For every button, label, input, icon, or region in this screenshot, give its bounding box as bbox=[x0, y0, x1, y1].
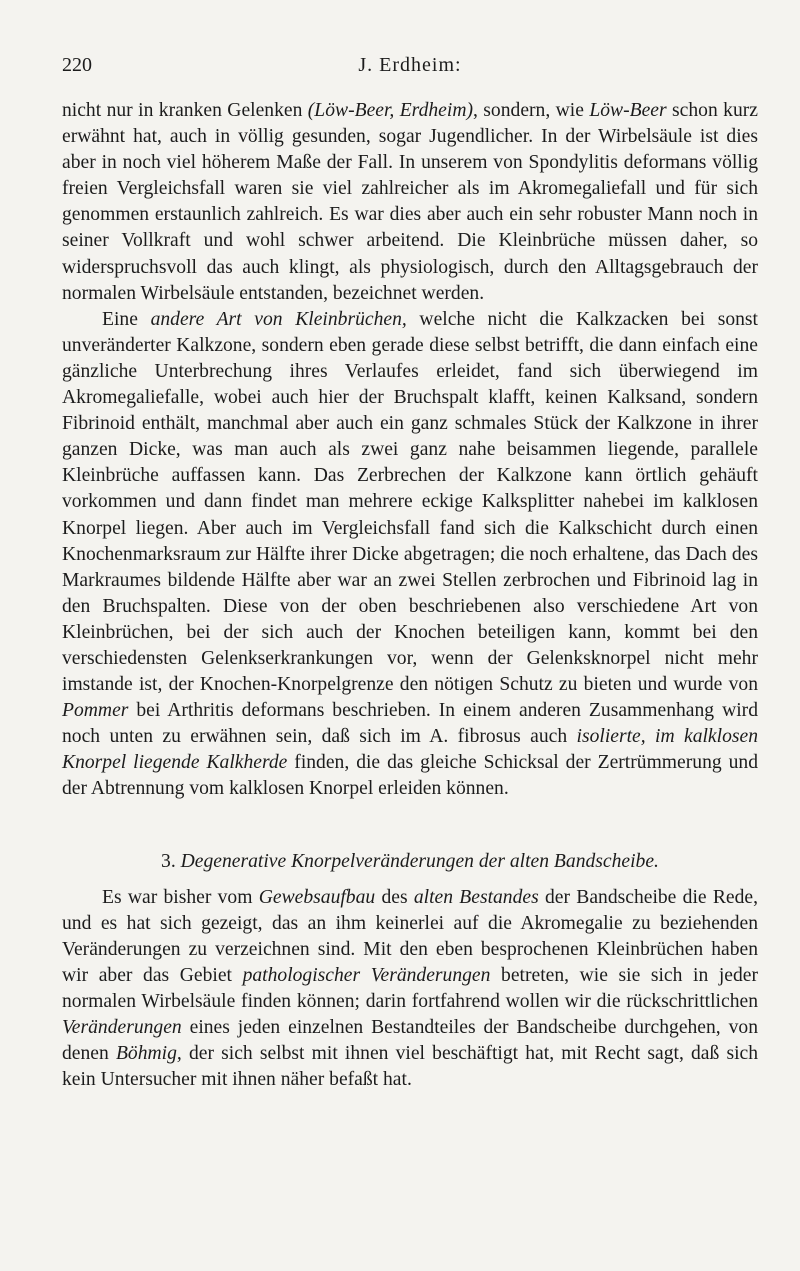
book-page bbox=[62, 0, 758, 1271]
italic-run: Löw-Beer bbox=[589, 100, 667, 121]
text-run: eines jeden einzelnen Bestandteiles der Bandscheibe durchgehen, von denen bbox=[62, 1017, 758, 1065]
page-header bbox=[62, 54, 758, 84]
page-number: 220 bbox=[62, 54, 92, 76]
text-run: Eine bbox=[102, 308, 151, 330]
body-text bbox=[62, 98, 758, 1093]
paragraph-2 bbox=[62, 307, 758, 803]
section-heading bbox=[62, 849, 758, 875]
italic-run: Pommer bbox=[62, 700, 129, 722]
section-number: 3. bbox=[161, 850, 176, 872]
paragraph-1 bbox=[62, 98, 758, 307]
text-run: bei Arthritis deformans beschrieben. In einem anderen Zusammenhang wird noch unten zu erwähnen sein, daß sich im A. fibrosus auch bbox=[62, 700, 758, 748]
text-run: nicht nur in kranken Gelenken bbox=[62, 100, 308, 121]
paragraph-3 bbox=[62, 885, 758, 1094]
italic-run: isolierte, im kalklosen Knorpel liegende Kalkherde bbox=[62, 726, 758, 774]
text-run: des bbox=[375, 886, 414, 908]
italic-run: Veränderungen bbox=[62, 1017, 182, 1038]
text-run: schon kurz erwähnt hat, auch in völlig gesunden, sogar Jugendlicher. In der Wirbelsäule ist dies aber in noch viel höherem Maße der Fall. In unserem von Spondylitis deformans völlig freien Vergleichsfall waren sie viel zahlreicher als im Akromegaliefall und für sich genommen erstaunlich zahlreich. Es war dies aber auch ein sehr robuster Mann noch in seiner Vollkraft und wohl schwer arbeitend. Die Kleinbrüche müssen daher, so widerspruchsvoll das auch klingt, als physiologisch, durch den Alltagsgebrauch der normalen Wirbelsäule entstanden, bezeichnet werden. bbox=[62, 100, 758, 304]
text-run: finden, die das gleiche Schicksal der Zertrümmerung und der Abtrennung vom kalklosen Knorpel erleiden können. bbox=[62, 752, 758, 800]
italic-run: (Löw-Beer, Erdheim) bbox=[307, 100, 473, 121]
italic-run: Gewebsaufbau bbox=[258, 886, 376, 908]
italic-run: pathologischer Veränderungen bbox=[242, 964, 491, 986]
text-run: , sondern, wie bbox=[473, 100, 590, 121]
text-run: der Bandscheibe die Rede, und es hat sich gezeigt, das an ihm keinerlei auf die Akromegalie zu beziehenden Veränderungen zu verzeichnen sind. Mit den eben besprochenen Kleinbrüchen haben wir aber das Gebiet bbox=[62, 886, 758, 986]
italic-run: Böhmig, bbox=[115, 1043, 182, 1065]
text-run: Es war bisher vom bbox=[102, 886, 259, 908]
text-run: welche nicht die Kalkzacken bei sonst unveränderter Kalkzone, sondern eben gerade diese selbst betrifft, die dann einfach eine gänzliche Unterbrechung ihres Verlaufes erleidet, fand sich überwiegend im Akromegaliefalle, wobei auch hier der Bruchspalt klafft, keinen Kalksand, sondern Fibrinoid enthält, manchmal aber auch ein ganz schmales Stück der Kalkzone in ihrer ganzen Dicke, was man auch als zwei ganz nahe beisammen liegende, parallele Kleinbrüche auffassen kann. Das Zerbrechen der Kalkzone kann örtlich gehäuft vorkommen und dann findet man mehrere eckige Kalksplitter nahebei im kalklosen Knorpel liegen. Aber auch im Vergleichsfall fand sich die Kalkschicht durch einen Knochenmarksraum zur Hälfte ihrer Dicke abgetragen; die noch erhaltene, das Dach des Markraumes bildende Hälfte aber war an zwei Stellen zerbrochen und Fibrinoid lag in den Bruchspalten. Diese von der oben beschriebenen also verschiedene Art von Kleinbrüchen, bei der sich auch der Knochen beteiligen kann, kommt bei den verschiedensten Gelenkserkrankungen vor, wenn der Gelenksknorpel nicht mehr imstande ist, der Knochen-Knorpelgrenze den nötigen Schutz zu bieten und wurde von bbox=[62, 308, 759, 696]
running-head: J. Erdheim: bbox=[358, 54, 462, 76]
section-title: Degenerative Knorpelveränderungen der alten Bandscheibe. bbox=[180, 850, 659, 872]
text-run: betreten, wie sie sich in jeder normalen Wirbelsäule finden können; darin fortfahrend wollen wir die rückschrittlichen bbox=[62, 964, 759, 1012]
italic-run: andere Art von Kleinbrüchen, bbox=[150, 308, 407, 330]
italic-run: alten Bestandes bbox=[413, 886, 539, 908]
text-run: der sich selbst mit ihnen viel beschäftigt hat, mit Recht sagt, daß sich kein Untersucher mit ihnen näher befaßt hat. bbox=[62, 1043, 759, 1091]
